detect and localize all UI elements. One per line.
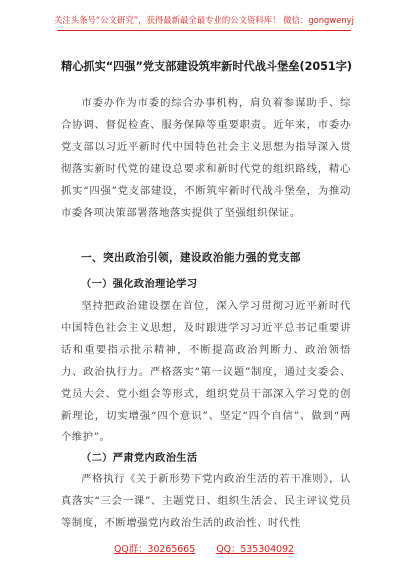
- subsection-heading: （一）强化政治理论学习: [81, 279, 198, 290]
- qq-group-link[interactable]: QQ群：30265665: [113, 544, 196, 555]
- intro-paragraph: [61, 93, 351, 224]
- intro-text: 市委办作为市委的综合办事机构，肩负着参谋助手、综合协调、督促检查、服务保障等重要职责。近年来，市委办党支部以习近平新时代中国特色社会主义思想为指导深入贯彻落实新时代党的建设总要求和新时代党的组织路线，精心抓实“四强”党支部建设，不断筑牢新时代战斗堡垒，为推动市委各项决策部署落地落实提供了坚强组织保证。: [61, 97, 351, 219]
- header-banner: 关注头条号“公文研究”，获得最新最全最专业的公文资料库！ 微信：gongwenyj: [54, 15, 354, 25]
- subsection-text: 严格执行《关于新形势下党内政治生活的若干准则》，认真落实“三会一课”、主题党日、组织生活会、民主评议党员等制度，不断增强党内政治生活的政治性、时代性: [61, 473, 351, 529]
- footer-contact: [0, 541, 408, 555]
- subsection-paragraph: [61, 296, 351, 449]
- section-heading: 一、突出政治引领，建设政治能力强的党支部: [81, 252, 301, 264]
- subsection-paragraph: [61, 469, 351, 535]
- subsection-text: 坚持把政治建设摆在首位，深入学习贯彻习近平新时代中国特色社会主义思想，及时跟进学习习近平总书记重要讲话和重要指示批示精神，不断提高政治判断力、政治领悟力、政治执行力。严格落实“第一议题”制度，通过支委会、党员大会、党小组会等形式，组织党员干部深入学习党的创新理论，切实增强“四个意识”、坚定“四个自信”、做到“两个维护”。: [61, 300, 351, 444]
- document-title: 精心抓实“四强”党支部建设筑牢新时代战斗堡垒(2051字): [61, 60, 353, 73]
- qq-contact-link[interactable]: QQ：535304092: [216, 544, 295, 555]
- subsection-heading: （二）严肃党内政治生活: [81, 453, 198, 464]
- header-divider: [57, 30, 351, 31]
